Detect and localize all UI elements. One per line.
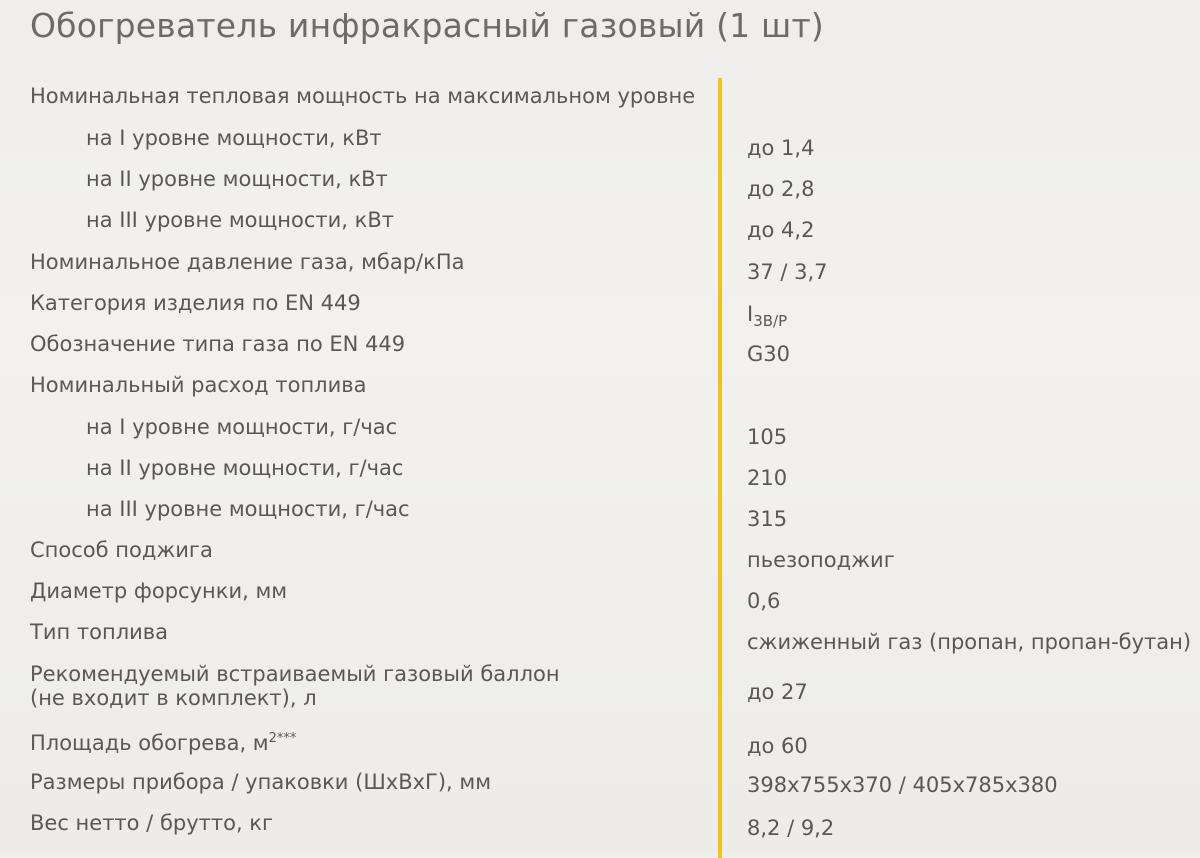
spec-label: на I уровне мощности, г/час [86,415,398,439]
spec-value: сжиженный газ (пропан, пропан-бутан) [747,630,1192,654]
page-title: Обогреватель инфракрасный газовый (1 шт) [30,6,824,45]
spec-label: на III уровне мощности, г/час [86,497,410,521]
spec-value: до 60 [747,734,808,758]
spec-value: 37 / 3,7 [747,260,828,284]
spec-value: 398x755x370 / 405x785x380 [747,773,1058,797]
spec-row-fuel-consumption [0,373,1200,413]
spec-label: на III уровне мощности, кВт [86,208,394,232]
spec-value: 0,6 [747,589,781,613]
heating-area-label-sup: 2*** [268,731,297,746]
spec-row-gas-type [0,332,1200,372]
spec-label: Вес нетто / брутто, кг [30,811,274,835]
spec-row-ignition [0,538,1200,578]
spec-label: Размеры прибора / упаковки (ШхВхГ), мм [30,770,492,794]
spec-row-power-level-3 [0,208,1200,248]
spec-row-consumption-level-3 [0,497,1200,537]
spec-label: Номинальный расход топлива [30,373,367,397]
spec-value: до 27 [747,680,808,704]
spec-value: 8,2 / 9,2 [747,816,835,840]
spec-value: до 2,8 [747,177,815,201]
spec-row-dimensions [0,770,1200,810]
spec-value: 210 [747,466,788,490]
spec-row-weight [0,811,1200,851]
spec-label: Способ поджига [30,538,213,562]
spec-value: пьезоподжиг [747,548,895,572]
spec-row-fuel-type [0,620,1200,660]
spec-row-nozzle-diameter [0,579,1200,619]
spec-row-gas-pressure [0,250,1200,290]
spec-label: Диаметр форсунки, мм [30,579,288,603]
spec-label-line-1: Рекомендуемый встраиваемый газовый баллон [30,662,560,686]
spec-label: Номинальная тепловая мощность на максимальном уровне [30,84,696,108]
spec-row-power-level-2 [0,167,1200,207]
spec-label: на II уровне мощности, г/час [86,456,404,480]
heating-area-label-text: Площадь обогрева, м [30,731,269,755]
spec-label [30,662,560,710]
spec-label: Номинальное давление газа, мбар/кПа [30,250,465,274]
spec-label: на I уровне мощности, кВт [86,126,382,150]
spec-label: на II уровне мощности, кВт [86,167,388,191]
category-subscript: 3B/P [753,312,788,330]
spec-row-consumption-level-1 [0,415,1200,455]
spec-label: Обозначение типа газа по EN 449 [30,332,406,356]
category-main: I [747,302,754,326]
spec-value [747,302,787,328]
spec-row-heating-area [0,731,1200,771]
spec-value: до 4,2 [747,218,815,242]
spec-row-heat-output [0,84,1200,124]
spec-label: Категория изделия по EN 449 [30,291,361,315]
spec-row-gas-cylinder [0,662,1200,722]
spec-row-power-level-1 [0,126,1200,166]
spec-label: Тип топлива [30,620,169,644]
spec-row-product-category [0,291,1200,331]
spec-label [30,731,296,755]
spec-value: 105 [747,425,788,449]
spec-label-line-2: (не входит в комплект), л [30,686,317,710]
spec-row-consumption-level-2 [0,456,1200,496]
spec-value: до 1,4 [747,136,815,160]
spec-value: G30 [747,342,790,366]
spec-value: 315 [747,507,788,531]
